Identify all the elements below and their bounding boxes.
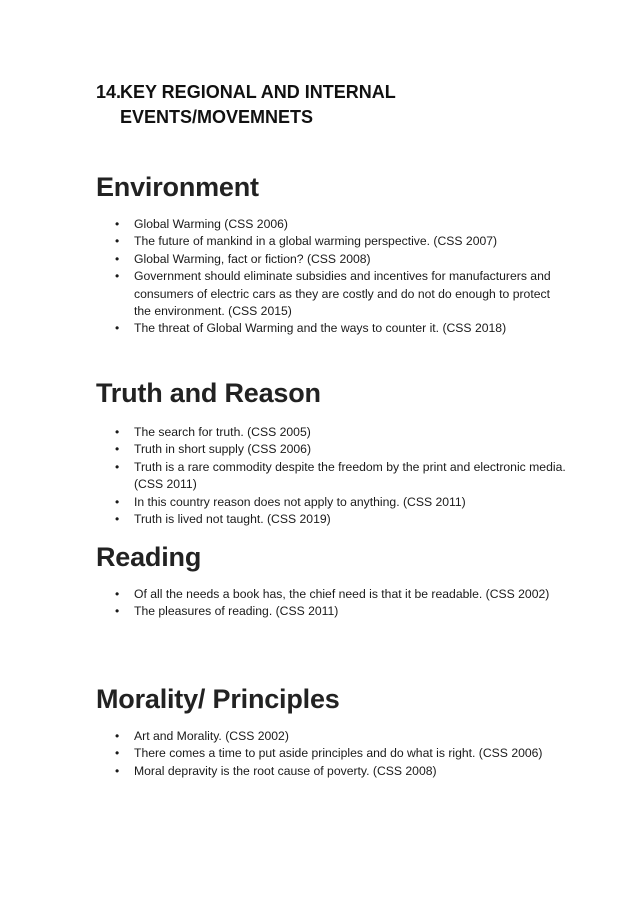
list-item-text: Art and Morality. (CSS 2002) <box>134 729 289 743</box>
bullet-icon: • <box>115 746 120 761</box>
section-title: Environment <box>96 172 259 202</box>
list-item <box>96 494 566 511</box>
list-item-text: In this country reason does not apply to anything. (CSS 2011) <box>134 494 466 509</box>
section-title: Reading <box>96 542 202 572</box>
section-reading <box>96 540 566 621</box>
list-item-text: The pleasures of reading. (CSS 2011) <box>134 604 339 619</box>
list-item-text: Moral depravity is the root cause of poverty. (CSS 2008) <box>134 763 437 778</box>
bullet-icon: • <box>115 729 120 743</box>
list-item <box>96 459 566 494</box>
chapter-number: 14. <box>96 82 122 102</box>
list-item-text: Truth is a rare commodity despite the freedom by the print and electronic media. (CSS 2011) <box>134 459 566 492</box>
bullet-icon: • <box>115 321 120 336</box>
bullet-icon: • <box>115 234 120 249</box>
list-item-text: Of all the needs a book has, the chief need is that it be readable. (CSS 2002) <box>134 587 550 601</box>
bullet-icon: • <box>115 425 120 439</box>
list-item <box>96 251 566 268</box>
list-item <box>96 511 566 528</box>
list-item <box>96 728 566 745</box>
list-item <box>96 268 566 320</box>
list-item-text: The search for truth. (CSS 2005) <box>134 425 311 439</box>
section-truth-and-reason <box>96 376 566 528</box>
bullet-icon: • <box>115 251 120 266</box>
topic-list <box>96 586 566 621</box>
bullet-icon: • <box>115 269 120 284</box>
list-item <box>96 441 566 458</box>
list-item-text: Global Warming (CSS 2006) <box>134 217 288 231</box>
section-environment <box>96 170 566 338</box>
bullet-icon: • <box>115 763 120 778</box>
list-item <box>96 745 566 762</box>
list-item-text: Truth is lived not taught. (CSS 2019) <box>134 512 331 527</box>
bullet-icon: • <box>115 442 120 457</box>
section-title: Morality/ Principles <box>96 684 340 714</box>
list-item-text: The future of mankind in a global warming perspective. (CSS 2007) <box>134 234 498 249</box>
list-item-text: There comes a time to put aside principles and do what is right. (CSS 2006) <box>134 746 543 761</box>
section-title: Truth and Reason <box>96 378 321 408</box>
list-item <box>96 603 566 620</box>
list-item-text: Truth in short supply (CSS 2006) <box>134 442 312 457</box>
list-item-text: Government should eliminate subsidies and incentives for manufacturers and consumers of electric cars as they are costly and do not do enough to protect the environment. (CSS 2015) <box>134 269 551 319</box>
bullet-icon: • <box>115 494 120 509</box>
section-morality-principles <box>96 682 566 780</box>
list-item <box>96 586 566 603</box>
topic-list <box>96 728 566 780</box>
bullet-icon: • <box>115 587 120 601</box>
chapter-title-line2: EVENTS/MOVEMNETS <box>120 107 314 127</box>
list-item-text: The threat of Global Warming and the ways to counter it. (CSS 2018) <box>134 321 507 336</box>
chapter-heading <box>96 80 566 130</box>
list-item <box>96 233 566 250</box>
list-item <box>96 763 566 780</box>
list-item-text: Global Warming, fact or fiction? (CSS 2008) <box>134 251 371 266</box>
bullet-icon: • <box>115 459 120 474</box>
list-item <box>96 320 566 337</box>
bullet-icon: • <box>115 217 120 231</box>
topic-list <box>96 424 566 528</box>
topic-list <box>96 216 566 338</box>
bullet-icon: • <box>115 604 120 619</box>
chapter-title-line1: KEY REGIONAL AND INTERNAL <box>120 82 396 102</box>
list-item <box>96 424 566 441</box>
list-item <box>96 216 566 233</box>
bullet-icon: • <box>115 512 120 527</box>
